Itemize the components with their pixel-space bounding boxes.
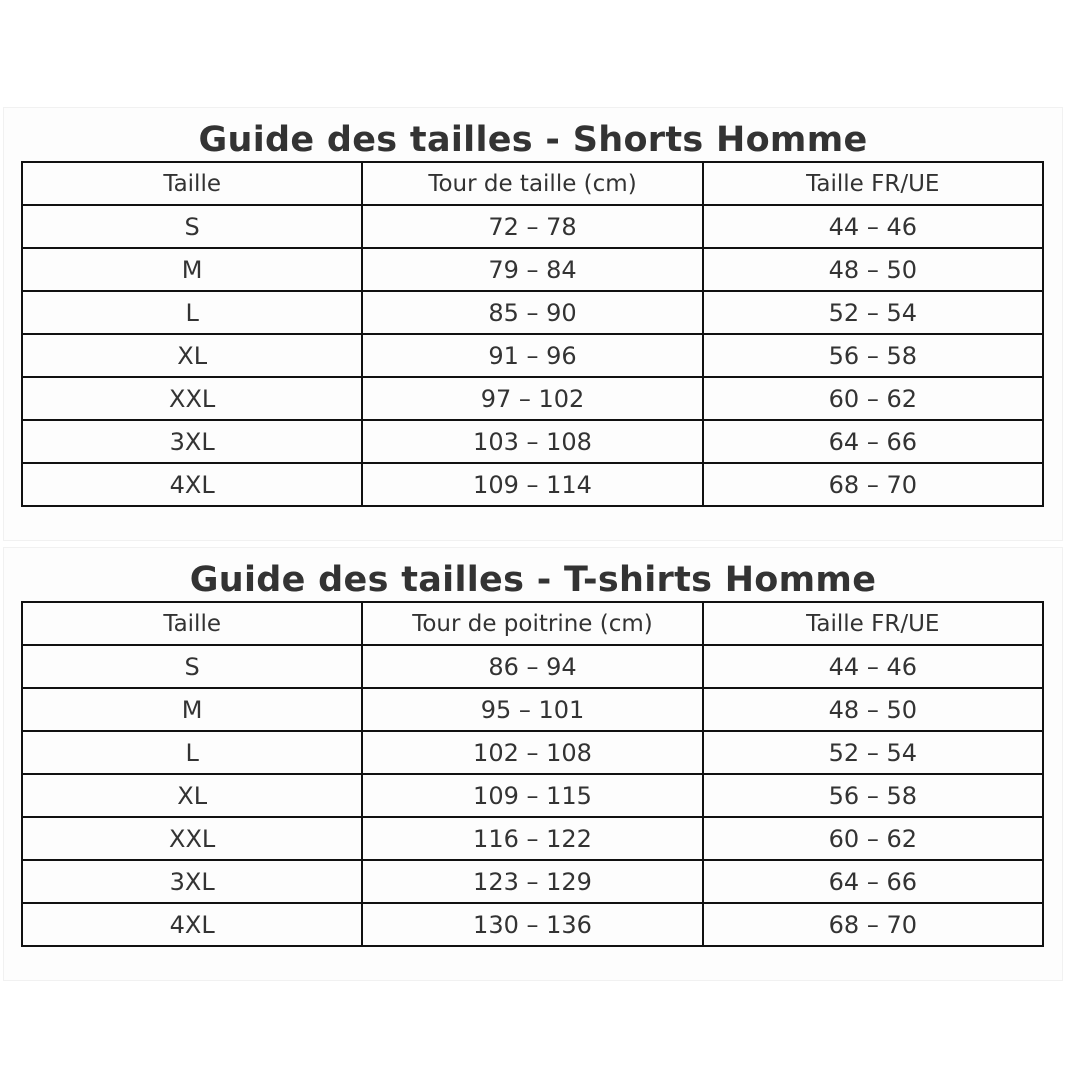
size-cell: M xyxy=(22,688,362,731)
fr-eu-cell: 52 – 54 xyxy=(703,291,1043,334)
fr-eu-cell: 60 – 62 xyxy=(703,817,1043,860)
measure-cell: 130 – 136 xyxy=(362,903,702,946)
size-cell: XXL xyxy=(22,817,362,860)
table-row xyxy=(22,377,1043,420)
fr-eu-cell: 68 – 70 xyxy=(703,463,1043,506)
size-cell: 3XL xyxy=(22,860,362,903)
size-cell: L xyxy=(22,731,362,774)
measure-cell: 97 – 102 xyxy=(362,377,702,420)
fr-eu-cell: 48 – 50 xyxy=(703,688,1043,731)
measure-cell: 72 – 78 xyxy=(362,205,702,248)
size-cell: XL xyxy=(22,334,362,377)
measure-cell: 109 – 114 xyxy=(362,463,702,506)
shorts-guide-title: Guide des tailles - Shorts Homme xyxy=(198,120,868,160)
column-header-size: Taille xyxy=(22,162,362,205)
size-cell: S xyxy=(22,205,362,248)
table-row xyxy=(22,903,1043,946)
column-header-fr-eu-size: Taille FR/UE xyxy=(703,602,1043,645)
size-cell: M xyxy=(22,248,362,291)
shorts-size-table xyxy=(21,161,1044,507)
size-cell: L xyxy=(22,291,362,334)
fr-eu-cell: 44 – 46 xyxy=(703,645,1043,688)
fr-eu-cell: 64 – 66 xyxy=(703,860,1043,903)
size-cell: S xyxy=(22,645,362,688)
table-header-row xyxy=(22,602,1043,645)
measure-cell: 95 – 101 xyxy=(362,688,702,731)
fr-eu-cell: 68 – 70 xyxy=(703,903,1043,946)
column-header-chest: Tour de poitrine (cm) xyxy=(362,602,702,645)
fr-eu-cell: 48 – 50 xyxy=(703,248,1043,291)
measure-cell: 116 – 122 xyxy=(362,817,702,860)
fr-eu-cell: 56 – 58 xyxy=(703,334,1043,377)
table-row xyxy=(22,817,1043,860)
table-row xyxy=(22,248,1043,291)
table-row xyxy=(22,420,1043,463)
fr-eu-cell: 56 – 58 xyxy=(703,774,1043,817)
fr-eu-cell: 52 – 54 xyxy=(703,731,1043,774)
table-row xyxy=(22,774,1043,817)
table-row xyxy=(22,291,1043,334)
table-header-row xyxy=(22,162,1043,205)
table-row xyxy=(22,731,1043,774)
table-row xyxy=(22,334,1043,377)
column-header-size: Taille xyxy=(22,602,362,645)
table-row xyxy=(22,205,1043,248)
measure-cell: 91 – 96 xyxy=(362,334,702,377)
size-cell: XXL xyxy=(22,377,362,420)
shorts-size-guide-panel xyxy=(4,108,1062,540)
fr-eu-cell: 64 – 66 xyxy=(703,420,1043,463)
measure-cell: 79 – 84 xyxy=(362,248,702,291)
measure-cell: 102 – 108 xyxy=(362,731,702,774)
size-cell: XL xyxy=(22,774,362,817)
column-header-waist: Tour de taille (cm) xyxy=(362,162,702,205)
measure-cell: 103 – 108 xyxy=(362,420,702,463)
size-cell: 4XL xyxy=(22,463,362,506)
measure-cell: 85 – 90 xyxy=(362,291,702,334)
table-row xyxy=(22,645,1043,688)
tshirts-size-guide-panel xyxy=(4,548,1062,980)
table-row xyxy=(22,860,1043,903)
measure-cell: 123 – 129 xyxy=(362,860,702,903)
size-cell: 4XL xyxy=(22,903,362,946)
table-row xyxy=(22,688,1043,731)
tshirts-size-table xyxy=(21,601,1044,947)
tshirts-guide-title: Guide des tailles - T-shirts Homme xyxy=(189,560,877,600)
table-row xyxy=(22,463,1043,506)
size-cell: 3XL xyxy=(22,420,362,463)
measure-cell: 86 – 94 xyxy=(362,645,702,688)
fr-eu-cell: 60 – 62 xyxy=(703,377,1043,420)
column-header-fr-eu-size: Taille FR/UE xyxy=(703,162,1043,205)
measure-cell: 109 – 115 xyxy=(362,774,702,817)
fr-eu-cell: 44 – 46 xyxy=(703,205,1043,248)
